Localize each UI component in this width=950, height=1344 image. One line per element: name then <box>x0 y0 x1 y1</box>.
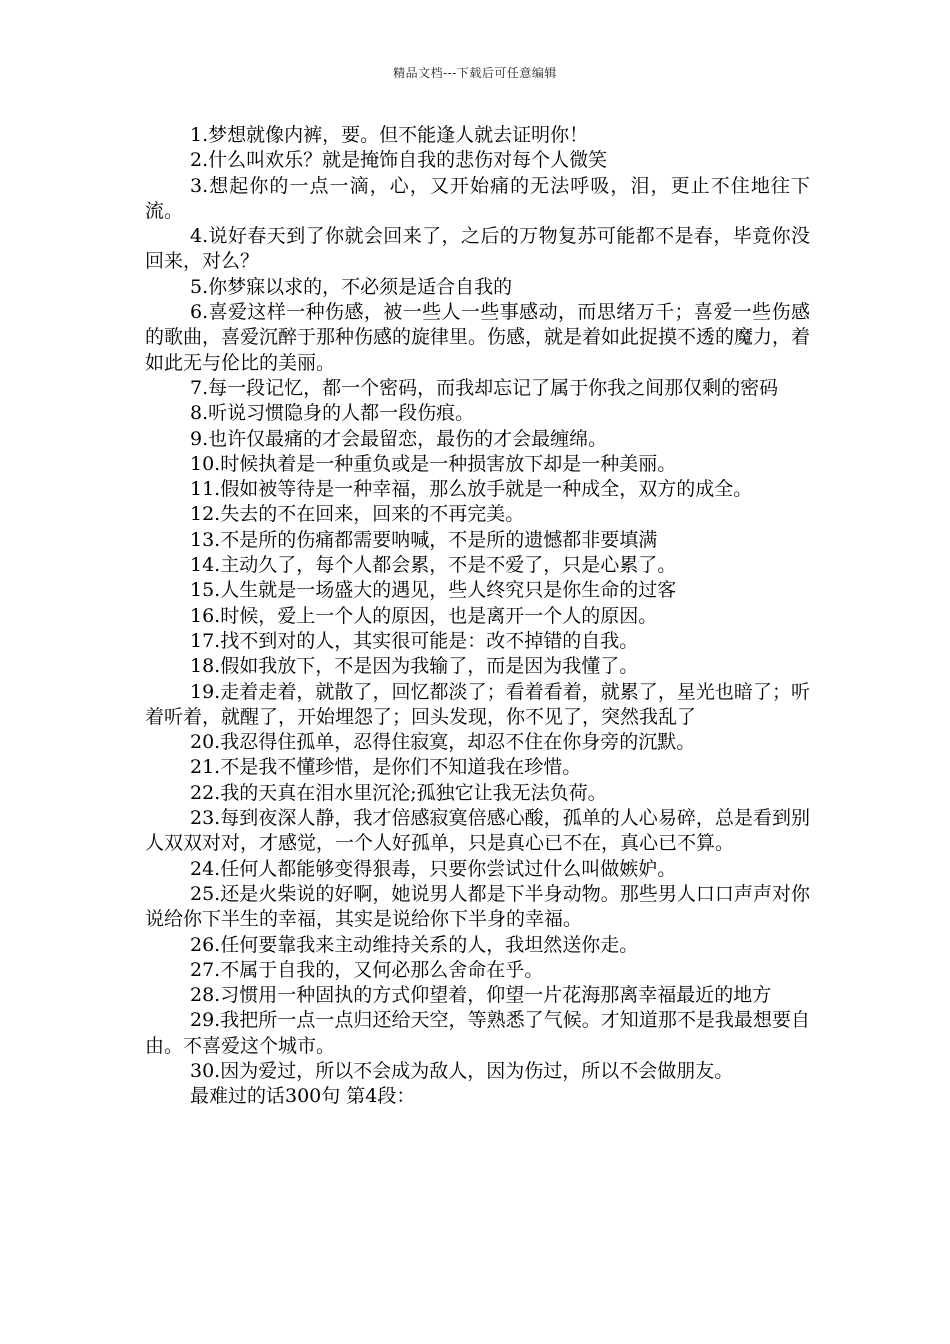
paragraph: 8.听说习惯隐身的人都一段伤痕。 <box>190 402 475 425</box>
paragraph: 1.梦想就像内裤，要。但不能逢人就去证明你！ <box>190 124 589 146</box>
document-body <box>145 123 810 1110</box>
paragraph: 18.假如我放下，不是因为我输了，而是因为我懂了。 <box>190 655 639 678</box>
paragraph: 30.因为爱过，所以不会成为敌人，因为伤过，所以不会做朋友。 <box>190 1059 734 1082</box>
paragraph: 5.你梦寐以求的，不必须是适合自我的 <box>190 275 513 298</box>
paragraph: 17.找不到对的人，其实很可能是：改不掉错的自我。 <box>190 629 639 652</box>
paragraph: 26.任何要靠我来主动维持关系的人，我坦然送你走。 <box>190 933 639 956</box>
paragraph: 27.不属于自我的，又何必那么舍命在乎。 <box>190 958 544 981</box>
page-header: 精品文档---下载后可任意编辑 <box>393 66 557 80</box>
paragraph: 28.习惯用一种固执的方式仰望着，仰望一片花海那离幸福最近的地方 <box>190 984 772 1007</box>
paragraph: 3.想起你的一点一滴，心，又开始痛的无法呼吸，泪，更止不住地往下流。 <box>145 174 810 222</box>
paragraph: 29.我把所一点一点归还给天空，等熟悉了气候。才知道那不是我最想要自由。不喜爱这个城市。 <box>145 1009 810 1057</box>
paragraph: 7.每一段记忆，都一个密码，而我却忘记了属于你我之间那仅剩的密码 <box>190 376 779 399</box>
paragraph: 4.说好春天到了你就会回来了，之后的万物复苏可能都不是春，毕竟你没回来，对么？ <box>145 225 810 273</box>
paragraph: 13.不是所的伤痛都需要呐喊，不是所的遗憾都非要填满 <box>190 528 658 551</box>
paragraph: 21.不是我不懂珍惜，是你们不知道我在珍惜。 <box>190 756 582 779</box>
paragraph: 12.失去的不在回来，回来的不再完美。 <box>190 503 525 526</box>
paragraph: 6.喜爱这样一种伤感，被一些人一些事感动，而思绪万千；喜爱一些伤感的歌曲，喜爱沉醉于那种伤感的旋律里。伤感，就是着如此捉摸不透的魔力，着如此无与伦比的美丽。 <box>145 301 811 374</box>
section-heading: 最难过的话300句 第4段： <box>190 1085 416 1108</box>
paragraph: 20.我忍得住孤单，忍得住寂寞，却忍不住在你身旁的沉默。 <box>190 731 696 754</box>
paragraph: 14.主动久了，每个人都会累，不是不爱了，只是心累了。 <box>190 554 677 577</box>
paragraph: 19.走着走着，就散了，回忆都淡了；看着看着，就累了，星光也暗了；听着听着，就醒了，开始埋怨了；回头发现，你不见了，突然我乱了 <box>145 680 810 728</box>
paragraph: 23.每到夜深人静，我才倍感寂寞倍感心酸，孤单的人心易碎，总是看到别人双双对对，才感觉，一个人好孤单，只是真心已不在，真心已不算。 <box>145 807 810 855</box>
paragraph: 24.任何人都能够变得狠毒，只要你尝试过什么叫做嫉妒。 <box>190 857 677 880</box>
paragraph: 2.什么叫欢乐？就是掩饰自我的悲伤对每个人微笑 <box>190 149 608 172</box>
paragraph: 10.时候执着是一种重负或是一种损害放下却是一种美丽。 <box>190 452 677 475</box>
paragraph: 15.人生就是一场盛大的遇见，些人终究只是你生命的过客 <box>190 579 677 602</box>
paragraph: 11.假如被等待是一种幸福，那么放手就是一种成全，双方的成全。 <box>190 478 753 501</box>
paragraph: 16.时候，爱上一个人的原因，也是离开一个人的原因。 <box>190 604 658 627</box>
paragraph: 25.还是火柴说的好啊，她说男人都是下半身动物。那些男人口口声声对你说给你下半生的幸福，其实是说给你下半身的幸福。 <box>145 882 810 931</box>
paragraph: 22.我的天真在泪水里沉沦;孤独它让我无法负荷。 <box>190 781 607 804</box>
paragraph: 9.也许仅最痛的才会最留恋，最伤的才会最缠绵。 <box>190 427 608 450</box>
